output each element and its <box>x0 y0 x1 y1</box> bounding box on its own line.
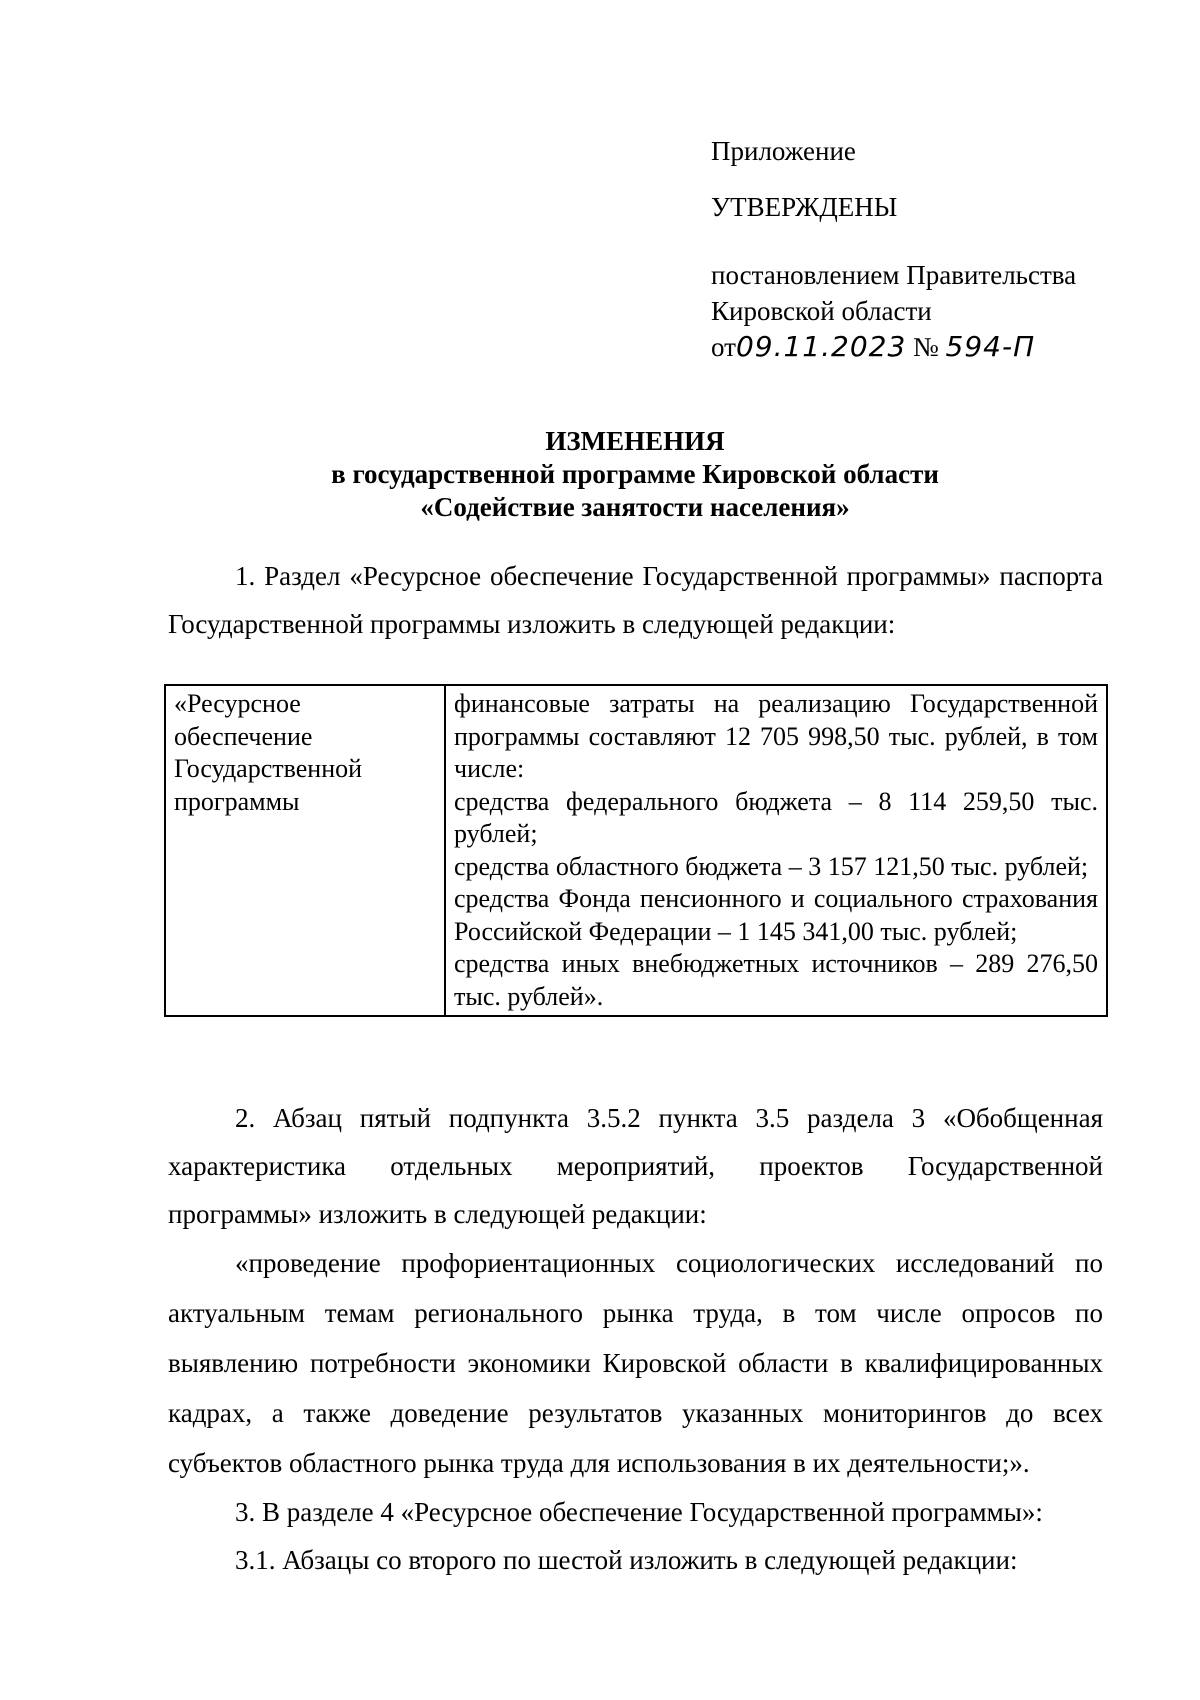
title-line-1: ИЗМЕНЕНИЯ <box>545 426 725 456</box>
approved-label: УТВЕРЖДЕНЫ <box>711 192 898 222</box>
paragraph-4: 3. В разделе 4 «Ресурсное обеспечение Государственной программы»: <box>235 1497 1043 1527</box>
number-prefix: № <box>913 332 939 362</box>
table-value-line: финансовые затраты на реализацию Государственной программы составляют 12 705 998,50 тыс. рублей, в том числе: <box>454 689 1098 783</box>
table-cell-label: «Ресурсное обеспечение Государственной программы <box>165 685 445 1016</box>
approval-block <box>711 133 1171 365</box>
handwritten-number: 594-П <box>945 330 1036 363</box>
title-line-3: «Содействие занятости населения» <box>420 492 850 522</box>
table-value-line: средства областного бюджета – 3 157 121,50 тыс. рублей; <box>454 851 1089 881</box>
table-value-line: средства иных внебюджетных источников – 289 276,50 тыс. рублей». <box>454 949 1098 1011</box>
decree-line-1: постановлением Правительства <box>711 260 1077 290</box>
paragraph-5: 3.1. Абзацы со второго по шестой изложить в следующей редакции: <box>235 1545 1018 1575</box>
decree-date-number <box>711 329 1171 365</box>
paragraph-1: 1. Раздел «Ресурсное обеспечение Государственной программы» паспорта Государственной программы изложить в следующей редакции: <box>168 561 1103 639</box>
appendix-label: Приложение <box>711 136 856 166</box>
table-value-line: средства Фонда пенсионного и социального страхования Российской Федерации – 1 145 341,00 тыс. рублей; <box>454 884 1098 946</box>
paragraph-2: 2. Абзац пятый подпункта 3.5.2 пункта 3.5 раздела 3 «Обобщенная характеристика отдельных мероприятий, проектов Государственной программы» изложить в следующей редакции: <box>168 1103 1103 1229</box>
resource-table <box>164 684 1108 1017</box>
date-prefix: от <box>711 332 736 362</box>
document-title <box>150 425 1120 524</box>
table-cell-value <box>445 685 1107 1016</box>
decree-line-2: Кировской области <box>711 296 932 326</box>
title-line-2: в государственной программе Кировской области <box>331 459 939 489</box>
table-value-line: средства федерального бюджета – 8 114 259,50 тыс. рублей; <box>454 786 1098 848</box>
paragraph-3: «проведение профориентационных социологических исследований по актуальным темам регионального рынка труда, в том числе опросов по выявлению потребности экономики Кировской области в квалифицированных кадрах, а также доведение результатов указанных мониторингов до всех субъектов областного рынка труда для использования в их деятельности;». <box>168 1248 1103 1478</box>
handwritten-date: 09.11.2023 <box>735 330 907 363</box>
table-row <box>165 685 1107 1016</box>
